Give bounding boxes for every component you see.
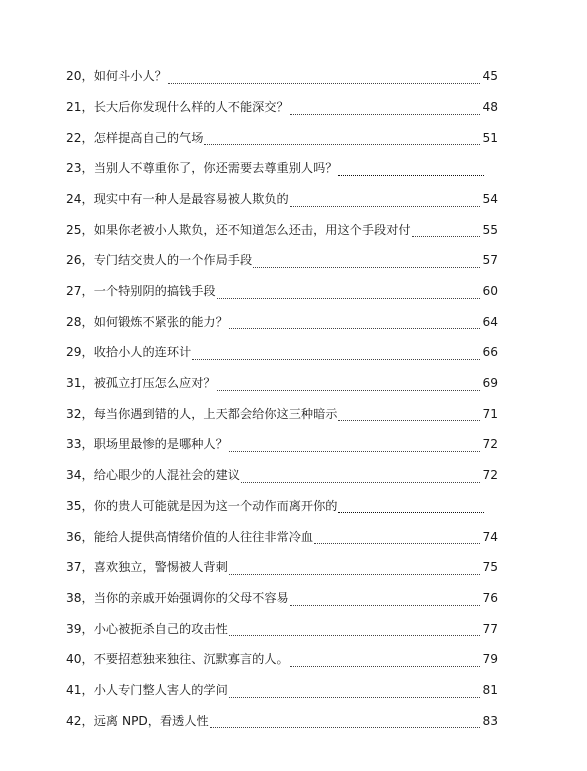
entry-title: 当别人不尊重你了，你还需要去尊重别人吗？ — [93, 161, 338, 176]
toc-entry[interactable] — [66, 214, 498, 245]
toc-entry[interactable] — [66, 184, 498, 215]
entry-page: 55 — [482, 222, 498, 237]
toc-entry[interactable] — [66, 644, 498, 675]
entry-title: 每当你遇到错的人，上天都会给你这三种暗示 — [93, 406, 338, 421]
entry-number: 40， — [66, 652, 94, 667]
dot-leader — [253, 257, 480, 268]
toc-entry[interactable] — [66, 337, 498, 368]
dot-leader — [290, 595, 481, 606]
entry-page: 74 — [482, 529, 498, 544]
entry-number: 27， — [66, 284, 94, 299]
dot-leader — [241, 472, 481, 483]
entry-page: 81 — [482, 682, 498, 697]
entry-number: 21， — [66, 99, 94, 114]
entry-number: 35， — [66, 498, 94, 513]
dot-leader — [412, 226, 481, 237]
entry-number: 23， — [66, 161, 94, 176]
toc-entry[interactable] — [66, 429, 498, 460]
entry-title: 被孤立打压怎么应对？ — [93, 376, 216, 391]
entry-page: 51 — [482, 130, 498, 145]
toc-entry[interactable] — [66, 276, 498, 307]
entry-title: 当你的亲戚开始强调你的父母不容易 — [93, 590, 289, 605]
entry-title: 一个特别阴的搞钱手段 — [93, 284, 216, 299]
dot-leader — [168, 73, 481, 84]
entry-number: 29， — [66, 345, 94, 360]
entry-number: 24， — [66, 191, 94, 206]
toc-entry[interactable] — [66, 122, 498, 153]
entry-title: 如何锻炼不紧张的能力？ — [93, 314, 228, 329]
entry-title: 职场里最惨的是哪种人？ — [93, 437, 228, 452]
toc-entry[interactable] — [66, 153, 498, 184]
entry-page: 48 — [482, 99, 498, 114]
entry-title: 收拾小人的连环计 — [93, 345, 192, 360]
entry-title: 远离 NPD，看透人性 — [93, 713, 209, 728]
entry-number: 37， — [66, 560, 94, 575]
dot-leader — [290, 104, 481, 115]
entry-number: 28， — [66, 314, 94, 329]
entry-page: 60 — [482, 284, 498, 299]
dot-leader — [192, 349, 480, 360]
entry-title: 你的贵人可能就是因为这一个动作而离开你的 — [93, 498, 338, 513]
dot-leader — [229, 564, 481, 575]
entry-number: 42， — [66, 713, 94, 728]
dot-leader — [338, 502, 484, 513]
toc-entry[interactable] — [66, 583, 498, 614]
entry-number: 41， — [66, 682, 94, 697]
entry-title: 小人专门整人害人的学问 — [93, 682, 228, 697]
toc-entry[interactable] — [66, 399, 498, 430]
toc-entry[interactable] — [66, 552, 498, 583]
toc-entry[interactable] — [66, 705, 498, 736]
toc-entry[interactable] — [66, 368, 498, 399]
entry-number: 33， — [66, 437, 94, 452]
toc-entry[interactable] — [66, 675, 498, 706]
entry-number: 36， — [66, 529, 94, 544]
entry-number: 25， — [66, 222, 94, 237]
dot-leader — [229, 687, 481, 698]
entry-page: 72 — [482, 437, 498, 452]
entry-page: 79 — [482, 652, 498, 667]
entry-number: 38， — [66, 590, 94, 605]
entry-title: 小心被扼杀自己的攻击性 — [93, 621, 228, 636]
dot-leader — [217, 380, 481, 391]
toc-entry[interactable] — [66, 491, 498, 522]
entry-number: 39， — [66, 621, 94, 636]
entry-number: 22， — [66, 130, 94, 145]
entry-title: 如果你老被小人欺负，还不知道怎么还击，用这个手段对付 — [93, 222, 411, 237]
dot-leader — [338, 410, 480, 421]
dot-leader — [290, 656, 481, 667]
entry-page: 45 — [482, 69, 498, 84]
toc-entry[interactable] — [66, 92, 498, 123]
entry-page: 57 — [482, 253, 498, 268]
entry-page: 64 — [482, 314, 498, 329]
entry-number: 31， — [66, 376, 94, 391]
entry-page: 76 — [482, 590, 498, 605]
entry-title: 能给人提供高情绪价值的人往往非常冷血 — [93, 529, 314, 544]
entry-title: 给心眼少的人混社会的建议 — [93, 468, 240, 483]
entry-page: 75 — [482, 560, 498, 575]
dot-leader — [290, 196, 481, 207]
dot-leader — [229, 441, 481, 452]
entry-title: 如何斗小人？ — [93, 69, 167, 84]
toc-entry[interactable] — [66, 613, 498, 644]
entry-page: 72 — [482, 468, 498, 483]
entry-page: 69 — [482, 376, 498, 391]
entry-page: 66 — [482, 345, 498, 360]
entry-title: 专门结交贵人的一个作局手段 — [93, 253, 253, 268]
entry-page: 71 — [482, 406, 498, 421]
dot-leader — [210, 717, 481, 728]
entry-number: 26， — [66, 253, 94, 268]
dot-leader — [314, 533, 480, 544]
table-of-contents — [66, 61, 498, 736]
entry-page: 83 — [482, 713, 498, 728]
toc-entry[interactable] — [66, 460, 498, 491]
dot-leader — [338, 165, 484, 176]
dot-leader — [229, 318, 481, 329]
toc-entry[interactable] — [66, 307, 498, 338]
dot-leader — [217, 288, 481, 299]
dot-leader — [204, 134, 480, 145]
entry-title: 怎样提高自己的气场 — [93, 130, 204, 145]
entry-number: 32， — [66, 406, 94, 421]
entry-title: 长大后你发现什么样的人不能深交？ — [93, 99, 289, 114]
toc-entry[interactable] — [66, 521, 498, 552]
entry-title: 不要招惹独来独往、沉默寡言的人。 — [93, 652, 289, 667]
entry-page: 54 — [482, 191, 498, 206]
toc-entry[interactable] — [66, 61, 498, 92]
toc-entry[interactable] — [66, 245, 498, 276]
entry-number: 20， — [66, 69, 94, 84]
entry-title: 现实中有一种人是最容易被人欺负的 — [93, 191, 289, 206]
entry-title: 喜欢独立，警惕被人背刺 — [93, 560, 228, 575]
entry-page: 77 — [482, 621, 498, 636]
entry-number: 34， — [66, 468, 94, 483]
dot-leader — [229, 625, 481, 636]
